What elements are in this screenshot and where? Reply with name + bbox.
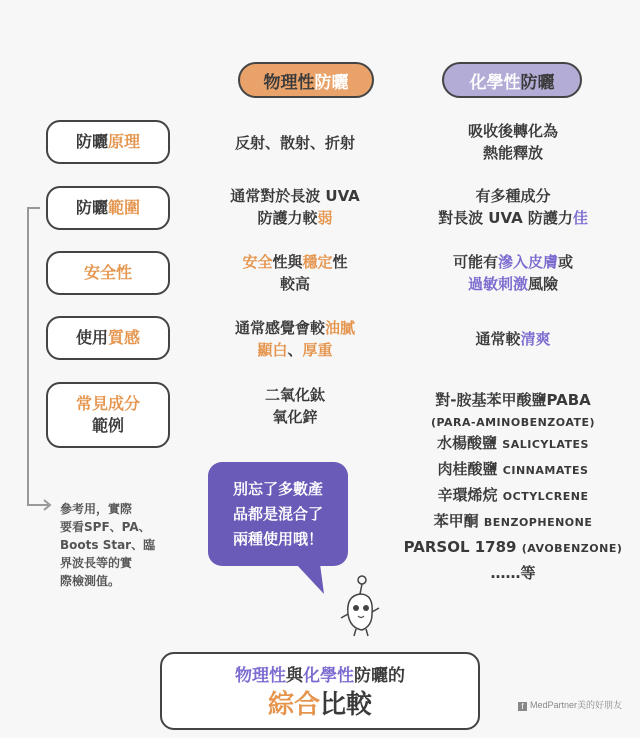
row-label-1-seg-0: 防曬: [75, 198, 108, 217]
row-label-0-seg-0: 防曬: [75, 132, 108, 151]
physical-2-line-0: [190, 251, 400, 273]
row-label-ingredients: [46, 382, 170, 448]
note-line-2: 要看SPF、PA、: [60, 520, 151, 534]
physical-header-post: 防曬: [314, 72, 349, 93]
physical-2-line-1: [190, 273, 400, 295]
physical-cell-principle: [190, 132, 400, 154]
chemical-2-line-0-seg-2: 或: [558, 253, 574, 271]
chemical-ingredient-1-sub: (PARA-AMINOBENZOATE): [430, 416, 596, 429]
physical-2-line-0-seg-3: 性: [332, 253, 348, 271]
physical-cell-texture: [190, 317, 400, 361]
physical-1-line-1-seg-1: 弱: [317, 209, 333, 227]
physical-cell-safety: [190, 251, 400, 295]
chemical-3-line-0: [400, 328, 626, 350]
chemical-header-post: 防曬: [520, 72, 555, 93]
chemical-1-line-0-seg-0: 有多種成分: [475, 187, 551, 205]
row-label-text: [84, 262, 132, 284]
chemical-header-pre: 化學性: [469, 72, 521, 93]
physical-3-line-1: [190, 339, 400, 361]
mascot-character-icon: [338, 574, 382, 638]
row-label-text: [76, 197, 140, 219]
physical-3-line-1-seg-1: 、: [287, 341, 303, 359]
row-label-text: [76, 327, 140, 349]
chemical-2-line-0-seg-0: 可能有: [452, 253, 498, 271]
note-line-4: 界波長等的實: [60, 556, 133, 570]
chemical-cell-ingredients: [400, 388, 626, 586]
chemical-cell-range: [400, 185, 626, 229]
chemical-0-line-0-seg-0: 吸收後轉化為: [467, 122, 558, 140]
physical-0-line-0-seg-0: 反射、散射、折射: [234, 134, 355, 152]
physical-1-line-0-seg-0: 通常對於長波 UVA: [230, 187, 360, 205]
chemical-2-line-1: [400, 273, 626, 295]
chemical-3-line-0-seg-1: 清爽: [520, 330, 551, 348]
title-line-1-seg-1: 與: [286, 666, 303, 686]
title-line-1-seg-3: 防曬的: [354, 666, 405, 686]
physical-2-line-0-seg-0: 安全: [242, 253, 273, 271]
chemical-ingredient-4: 辛環烯烷 OCTYLCRENE: [437, 486, 589, 504]
physical-3-line-1-seg-2: 厚重: [302, 341, 333, 359]
chemical-cell-texture: [400, 328, 626, 350]
title-line-2-seg-1: 比較: [320, 690, 373, 720]
row-label-0-seg-1: 原理: [108, 132, 141, 151]
chemical-cell-safety: [400, 251, 626, 295]
row-label-2-seg-0: 安全性: [83, 263, 132, 282]
chemical-1-line-1-seg-1: 佳: [572, 209, 588, 227]
row-label-3-seg-1: 質感: [108, 328, 141, 347]
chemical-1-line-0: [400, 185, 626, 207]
chemical-2-line-1-seg-1: 風險: [528, 275, 559, 293]
row-label-text: [76, 131, 140, 153]
physical-cell-range: [190, 185, 400, 229]
row-label-3-seg-0: 使用: [75, 328, 108, 347]
physical-0-line-0: [190, 132, 400, 154]
reminder-speech-bubble: [208, 462, 348, 566]
chemical-ingredient-5: 苯甲酮 BENZOPHENONE: [433, 512, 593, 530]
ingredients-label-line2: 範例: [91, 416, 124, 435]
chemical-2-line-0: [400, 251, 626, 273]
chemical-0-line-1: [400, 142, 626, 164]
ingredients-label-line1: 常見成分: [75, 394, 140, 413]
chemical-0-line-0: [400, 120, 626, 142]
bracket-arrow-icon: [18, 200, 58, 520]
chemical-0-line-1-seg-0: 熱能釋放: [482, 144, 543, 162]
title-line-1-seg-2: 化學性: [303, 666, 354, 686]
chemical-ingredient-2: 水楊酸鹽 SALICYLATES: [437, 434, 589, 452]
chemical-cell-principle: [400, 120, 626, 164]
facebook-icon: f: [518, 702, 527, 711]
chemical-ingredient-7: ……等: [490, 564, 536, 582]
physical-ingredient-2: 氧化鋅: [272, 408, 318, 426]
chemical-1-line-1: [400, 207, 626, 229]
title-line-2: [162, 688, 478, 722]
title-line-1-seg-0: 物理性: [235, 666, 286, 686]
bubble-line-1: 別忘了多數產: [232, 479, 323, 498]
chemical-2-line-0-seg-1: 滲入皮膚: [497, 253, 558, 271]
note-line-1: 參考用，實際: [60, 502, 133, 516]
physical-sunscreen-header: [238, 62, 374, 98]
comparison-title-box: [160, 652, 480, 730]
physical-cell-ingredients: [190, 384, 400, 428]
chemical-2-line-1-seg-0: 過敏刺激: [467, 275, 528, 293]
chemical-3-line-0-seg-0: 通常較: [475, 330, 521, 348]
chemical-ingredient-1: 對-胺基苯甲酸鹽PABA: [435, 391, 591, 409]
title-line-2-seg-0: 綜合: [267, 690, 320, 720]
bubble-line-2: 品都是混合了: [232, 504, 323, 523]
reference-note: [60, 500, 170, 590]
chemical-sunscreen-header: [442, 62, 582, 98]
chemical-ingredient-6: PARSOL 1789 (AVOBENZONE): [403, 538, 623, 556]
brand-credit: f MedPartner美的好朋友: [518, 698, 622, 711]
physical-2-line-0-seg-2: 穩定: [302, 253, 333, 271]
note-line-3: Boots Star、臨: [60, 538, 156, 552]
title-line-1: [162, 664, 478, 688]
physical-1-line-1-seg-0: 防護力較: [257, 209, 318, 227]
row-label-range: [46, 186, 170, 230]
physical-header-pre: 物理性: [263, 72, 315, 93]
row-label-safety: [46, 251, 170, 295]
row-label-texture: [46, 316, 170, 360]
physical-1-line-0: [190, 185, 400, 207]
physical-2-line-0-seg-1: 性與: [272, 253, 303, 271]
row-label-1-seg-1: 範圍: [108, 198, 141, 217]
speech-bubble-tail-icon: [290, 560, 330, 600]
physical-3-line-0: [190, 317, 400, 339]
physical-2-line-1-seg-0: 較高: [279, 275, 310, 293]
chemical-1-line-1-seg-0: 對長波 UVA 防護力: [438, 209, 573, 227]
chemical-ingredient-3: 肉桂酸鹽 CINNAMATES: [437, 460, 589, 478]
physical-3-line-0-seg-1: 油膩: [325, 319, 356, 337]
physical-ingredient-1: 二氧化鈦: [264, 386, 325, 404]
physical-3-line-1-seg-0: 顯白: [257, 341, 288, 359]
note-line-5: 際檢測值。: [60, 574, 121, 588]
physical-3-line-0-seg-0: 通常感覺會較: [234, 319, 325, 337]
row-label-principle: [46, 120, 170, 164]
physical-1-line-1: [190, 207, 400, 229]
bubble-line-3: 兩種使用哦！: [232, 529, 323, 548]
